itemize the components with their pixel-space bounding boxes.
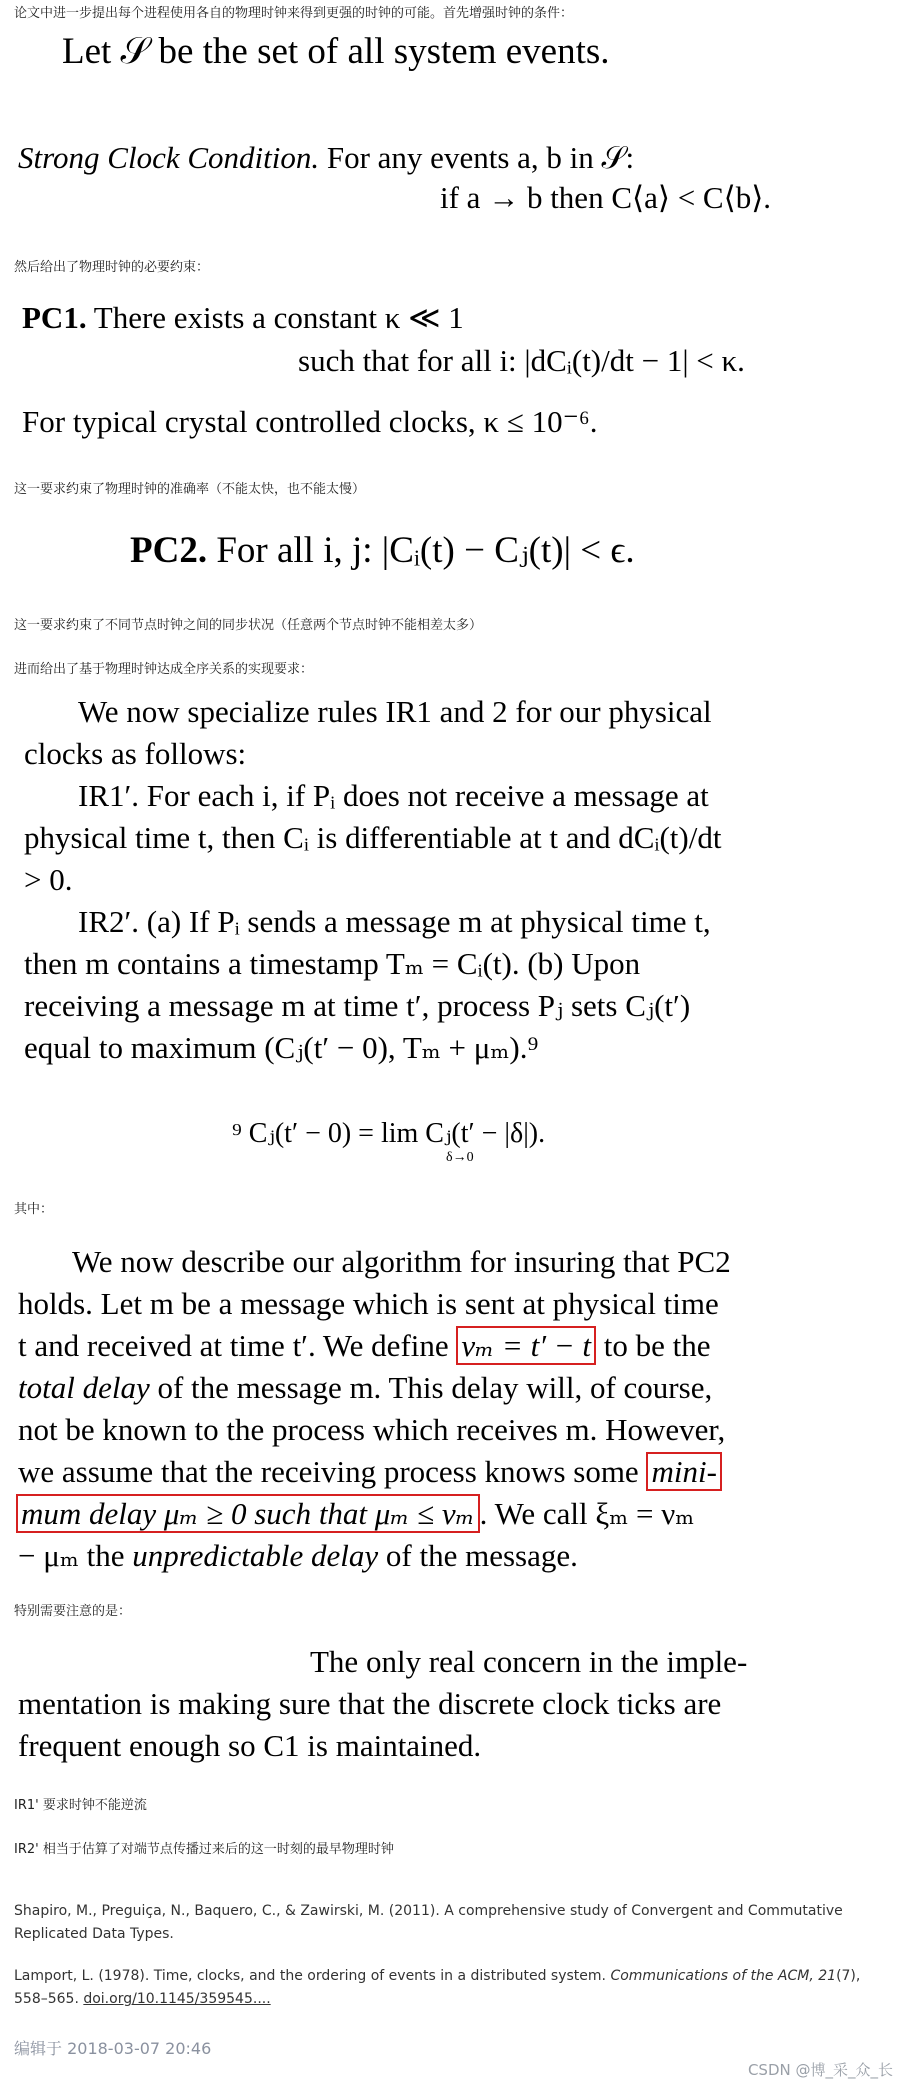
scan-footnote: ⁹ Cⱼ(t′ − 0) = lim Cⱼ(t′ − |δ|). (232, 1118, 546, 1149)
scan-ir-l1: We now specialize rules IR1 and 2 for our physical (78, 694, 712, 729)
reference-shapiro: Shapiro, M., Preguiça, N., Baquero, C., & Zawirski, M. (2011). A comprehensive study of Convergent and Commutative Replicated Data Types. (14, 1903, 843, 1942)
scan-ir-l2: clocks as follows: (24, 736, 247, 771)
scan-ir-l6: IR2′. (a) If Pᵢ sends a message m at physical time t, (78, 904, 711, 939)
note-sync: 这一要求约束了不同节点时钟之间的同步状况（任意两个节点时钟不能相差太多） (14, 618, 483, 633)
note-physical-constraints: 然后给出了物理时钟的必要约束： (14, 260, 210, 275)
scan-ir-l9: equal to maximum (Cⱼ(t′ − 0), Tₘ + μₘ).⁹ (24, 1030, 539, 1065)
scan-alg-l7 (16, 1496, 694, 1532)
pc1-text: There exists a constant κ ≪ 1 (86, 300, 464, 335)
min-delay-highlight-end: mum delay μₘ ≥ 0 such that μₘ ≤ νₘ (16, 1494, 480, 1533)
scan-alg-l1: We now describe our algorithm for insuring that PC2 (72, 1244, 731, 1279)
scan-alg-l6 (18, 1454, 722, 1490)
reference-lamport-journal: Communications of the ACM, 21 (610, 1968, 837, 1984)
scan-alg-l4 (18, 1370, 712, 1406)
note-total-order: 进而给出了基于物理时钟达成全序关系的实现要求： (14, 662, 314, 677)
scan-alg-l3 (18, 1328, 711, 1364)
pc2-label: PC2. (130, 530, 208, 571)
alg-l8-text: − μₘ the (18, 1538, 133, 1573)
strong-clock-text: For any events a, b in 𝒮: (319, 140, 635, 175)
unpredictable-delay-term: unpredictable delay (132, 1538, 379, 1573)
scan-footnote-sub: δ→0 (446, 1150, 474, 1165)
note-attention: 特别需要注意的是： (14, 1604, 132, 1619)
reference-lamport (14, 1965, 884, 2011)
note-ir2: IR2' 相当于估算了对端节点传播过来后的这一时刻的最早物理时钟 (14, 1842, 394, 1857)
scan-alg-l2: holds. Let m be a message which is sent at physical time (18, 1286, 719, 1321)
scan-alg-l5: not be known to the process which receives m. However, (18, 1412, 726, 1447)
scan-ir-l5: > 0. (24, 862, 73, 897)
min-delay-highlight-start: mini- (646, 1452, 721, 1491)
doi-link[interactable]: doi.org/10.1145/359545.... (83, 1991, 271, 2007)
scan-ir-l8: receiving a message m at time t′, process Pⱼ sets Cⱼ(t′) (24, 988, 691, 1023)
note-accuracy: 这一要求约束了物理时钟的准确率（不能太快，也不能太慢） (14, 482, 366, 497)
reference-lamport-pages: (7), 558–565. (14, 1968, 861, 2007)
csdn-watermark: CSDN @博_采_众_长 (747, 2061, 893, 2079)
pc1-label: PC1. (22, 300, 87, 335)
note-ir1: IR1' 要求时钟不能逆流 (14, 1798, 147, 1813)
note-intro: 论文中进一步提出每个进程使用各自的物理时钟来得到更强的时钟的可能。首先增强时钟的条件： (14, 6, 574, 21)
scan-pc2 (130, 528, 635, 572)
total-delay-term: total delay (18, 1370, 150, 1405)
scan-concern-l2: mentation is making sure that the discrete clock ticks are (18, 1686, 722, 1721)
scan-ir-l4: physical time t, then Cᵢ is differentiable at t and dCᵢ(t)/dt (24, 820, 722, 855)
scan-alg-l8 (18, 1538, 578, 1574)
alg-l6-text: we assume that the receiving process knows some (18, 1454, 647, 1489)
strong-clock-label: Strong Clock Condition. (18, 140, 320, 175)
note-where: 其中： (14, 1202, 54, 1217)
scan-pc1-line2: such that for all i: |dCᵢ(t)/dt − 1| < κ. (298, 343, 745, 378)
alg-l3-text: t and received at time t′. We define (18, 1328, 457, 1363)
edited-timestamp: 编辑于 2018-03-07 20:46 (14, 2039, 212, 2058)
pc2-text: For all i, j: |Cᵢ(t) − Cⱼ(t)| < ϵ. (207, 530, 635, 571)
reference-lamport-text: Lamport, L. (1978). Time, clocks, and the ordering of events in a distributed system. (14, 1968, 611, 1984)
scan-pc1-line1 (22, 300, 464, 336)
scan-strong-clock-line1 (18, 140, 634, 177)
alg-l8-tail: of the message. (378, 1538, 578, 1573)
total-delay-highlight: νₘ = t′ − t (456, 1326, 596, 1365)
alg-l3-tail: to be the (596, 1328, 711, 1363)
alg-l4-text: of the message m. This delay will, of course, (149, 1370, 713, 1405)
alg-l7-text: . We call ξₘ = νₘ (479, 1496, 695, 1531)
scan-concern-l1: The only real concern in the imple- (310, 1644, 748, 1679)
scan-concern-l3: frequent enough so C1 is maintained. (18, 1728, 482, 1763)
scan-ir-l3: IR1′. For each i, if Pᵢ does not receive a message at (78, 778, 709, 813)
scan-ir-l7: then m contains a timestamp Tₘ = Cᵢ(t). (b) Upon (24, 946, 641, 981)
scan-pc1-line3: For typical crystal controlled clocks, κ ≤ 10⁻⁶. (22, 404, 598, 439)
scan-system-events: Let 𝒮 be the set of all system events. (62, 31, 610, 72)
scan-strong-clock-line2: if a → b then C⟨a⟩ < C⟨b⟩. (440, 180, 772, 215)
